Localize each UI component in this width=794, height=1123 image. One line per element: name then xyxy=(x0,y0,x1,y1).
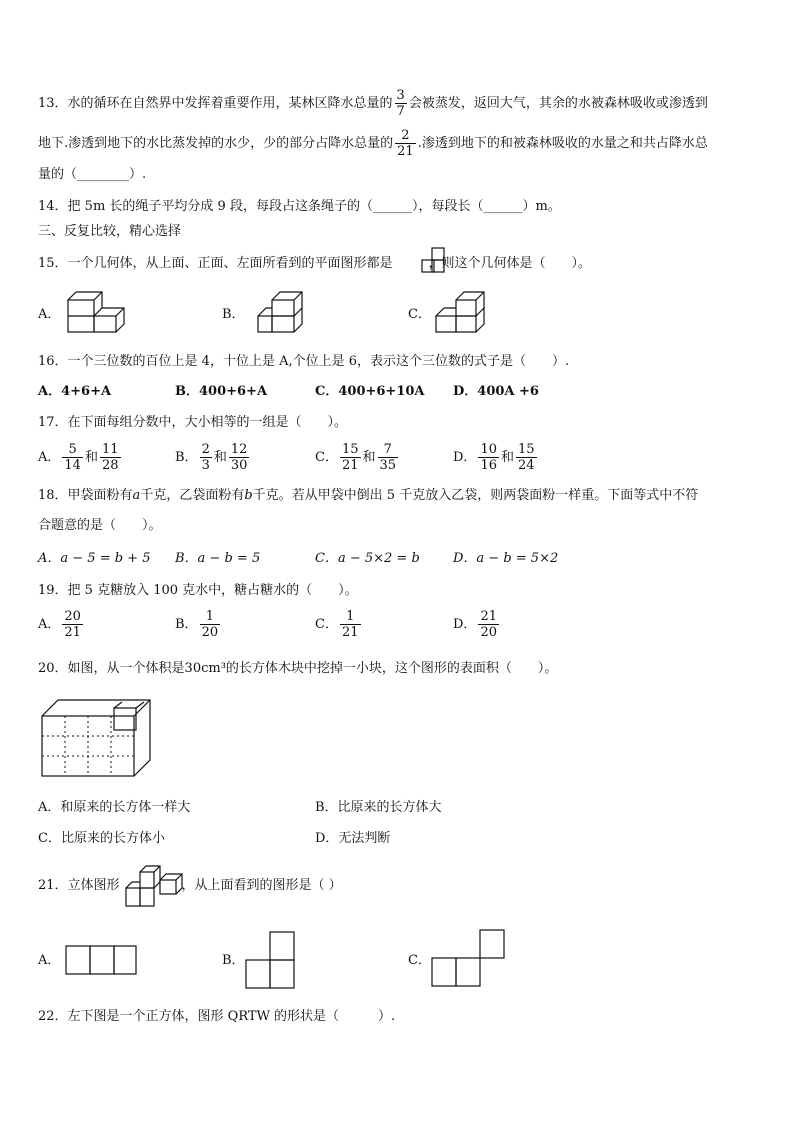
q17-a-fraction-1: $\frac{5}{14}$ xyxy=(64,442,81,473)
q13-text-1a: 13．水的循环在自然界中发挥着重要作用，某林区降水总量的 xyxy=(38,96,393,111)
q21-option-c[interactable]: C． xyxy=(408,953,431,968)
q16-text: 16．一个三位数的百位上是 4，十位上是 A,个位上是 6，表示这个三位数的式子是（ ）. xyxy=(38,354,570,369)
q13-line3: 量的（________）. xyxy=(38,167,147,182)
q13-text-1b: 会被蒸发，返回大气，其余的水被森林吸收或渗透到 xyxy=(408,96,708,111)
q15-option-b-solid xyxy=(252,290,316,338)
q20-cuboid-figure xyxy=(38,696,154,782)
q19-option-b[interactable]: B． $\frac{1}{20}$ xyxy=(175,609,219,640)
q19-option-d[interactable]: D． $\frac{21}{20}$ xyxy=(453,609,497,640)
q21-option-a[interactable]: A． xyxy=(38,953,61,968)
q22-text: 22．左下图是一个正方体，图形 QRTW 的形状是（ ）. xyxy=(38,1009,396,1024)
q20-text: 20．如图，从一个体积是30cm³的长方体木块中挖掉一小块，这个图形的表面积（ ）。 xyxy=(38,661,558,676)
q19-c-fraction: $\frac{1}{21}$ xyxy=(341,609,359,640)
q18-line1: 18．甲袋面粉有a千克，乙袋面粉有b千克。若从甲袋中倒出 5 千克放入乙袋，则两袋面粉一样重。下面等式中不符 xyxy=(38,488,699,503)
q16-option-d[interactable]: D．400A +6 xyxy=(453,384,539,399)
q17-option-d[interactable]: D． $\frac{10}{16}$ 和 $\frac{15}{24}$ xyxy=(453,442,535,473)
q15-option-c-solid xyxy=(432,290,496,338)
q13-text-2a: 地下.渗透到地下的水比蒸发掉的水少，少的部分占降水总量的 xyxy=(38,136,394,151)
q19-option-a[interactable]: A． $\frac{20}{21}$ xyxy=(38,609,81,640)
q19-d-fraction: $\frac{21}{20}$ xyxy=(480,609,497,640)
q20-option-b[interactable]: B．比原来的长方体大 xyxy=(315,800,442,815)
q13-line2 xyxy=(38,128,708,159)
q16-option-b[interactable]: B．400+6+A xyxy=(175,384,268,399)
q19-b-fraction: $\frac{1}{20}$ xyxy=(201,609,219,640)
q13-fraction-1: $\frac{3}{7}$ xyxy=(396,88,405,119)
q21-option-a-shape xyxy=(64,944,140,976)
q21-option-b[interactable]: B． xyxy=(222,953,245,968)
q20-option-d[interactable]: D．无法判断 xyxy=(315,831,391,846)
q16-option-a[interactable]: A．4+6+A xyxy=(38,384,112,399)
q17-option-c[interactable]: C． $\frac{15}{21}$ 和 $\frac{7}{35}$ xyxy=(315,442,397,473)
q13-line1 xyxy=(38,88,708,119)
q17-d-fraction-2: $\frac{15}{24}$ xyxy=(518,442,535,473)
q20-option-a[interactable]: A．和原来的长方体一样大 xyxy=(38,800,191,815)
q15-option-c[interactable]: C． xyxy=(408,307,431,322)
section-3-title: 三、反复比较，精心选择 xyxy=(38,224,182,239)
q18-option-a[interactable]: A．a − 5 = b + 5 xyxy=(38,551,151,566)
q18-var-b: b xyxy=(244,488,253,503)
q13-fraction-2: $\frac{2}{21}$ xyxy=(397,128,414,159)
q17-b-fraction-2: $\frac{12}{30}$ xyxy=(230,442,248,473)
q20-volume: 30cm³ xyxy=(184,661,226,676)
q13-text-2b: .渗透到地下的和被森林吸收的水量之和共占降水总 xyxy=(417,136,708,151)
q17-option-b[interactable]: B． $\frac{2}{3}$ 和 $\frac{12}{30}$ xyxy=(175,442,248,473)
q16-option-c[interactable]: C．400+6+10A xyxy=(315,384,425,399)
q21-option-b-shape xyxy=(246,930,298,992)
q21-option-c-shape xyxy=(432,928,508,990)
q18-option-d[interactable]: D．a − b = 5×2 xyxy=(453,551,559,566)
q14-text: 14．把 5m 长的绳子平均分成 9 段，每段占这条绳子的（______），每段长（______）m。 xyxy=(38,199,561,214)
q17-c-fraction-1: $\frac{15}{21}$ xyxy=(341,442,359,473)
q15-option-a[interactable]: A． xyxy=(38,307,61,322)
q15-option-a-solid xyxy=(66,290,130,338)
q17-c-fraction-2: $\frac{7}{35}$ xyxy=(379,442,397,473)
q20-option-c[interactable]: C．比原来的长方体小 xyxy=(38,831,165,846)
q17-text: 17．在下面每组分数中，大小相等的一组是（ ）。 xyxy=(38,415,348,430)
q18-option-c[interactable]: C．a − 5×2 = b xyxy=(315,551,420,566)
q21-text: 21．立体图形 ，从上面看到的图形是（ ） xyxy=(38,878,342,893)
q17-b-fraction-1: $\frac{2}{3}$ xyxy=(201,442,210,473)
q17-d-fraction-1: $\frac{10}{16}$ xyxy=(480,442,497,473)
q15-text-a: 15．一个几何体，从上面、正面、左面所看到的平面图形都是 xyxy=(38,256,393,271)
q17-a-fraction-2: $\frac{11}{28}$ xyxy=(101,442,119,473)
q21-solid-figure xyxy=(124,864,186,910)
q15-text xyxy=(38,255,591,273)
q15-option-b[interactable]: B． xyxy=(222,307,245,322)
q19-option-c[interactable]: C． $\frac{1}{21}$ xyxy=(315,609,359,640)
q19-text: 19．把 5 克糖放入 100 克水中，糖占糖水的（ ）。 xyxy=(38,583,358,598)
q18-option-b[interactable]: B．a − b = 5 xyxy=(175,551,261,566)
q15-text-b: ，则这个几何体是（ ）。 xyxy=(428,256,592,271)
q18-var-a: a xyxy=(132,488,141,503)
q15-view-shape-icon xyxy=(420,246,456,276)
q17-option-a[interactable]: A． $\frac{5}{14}$ 和 $\frac{11}{28}$ xyxy=(38,442,119,473)
q18-line2: 合题意的是（ ）。 xyxy=(38,518,162,533)
q19-a-fraction: $\frac{20}{21}$ xyxy=(64,609,81,640)
